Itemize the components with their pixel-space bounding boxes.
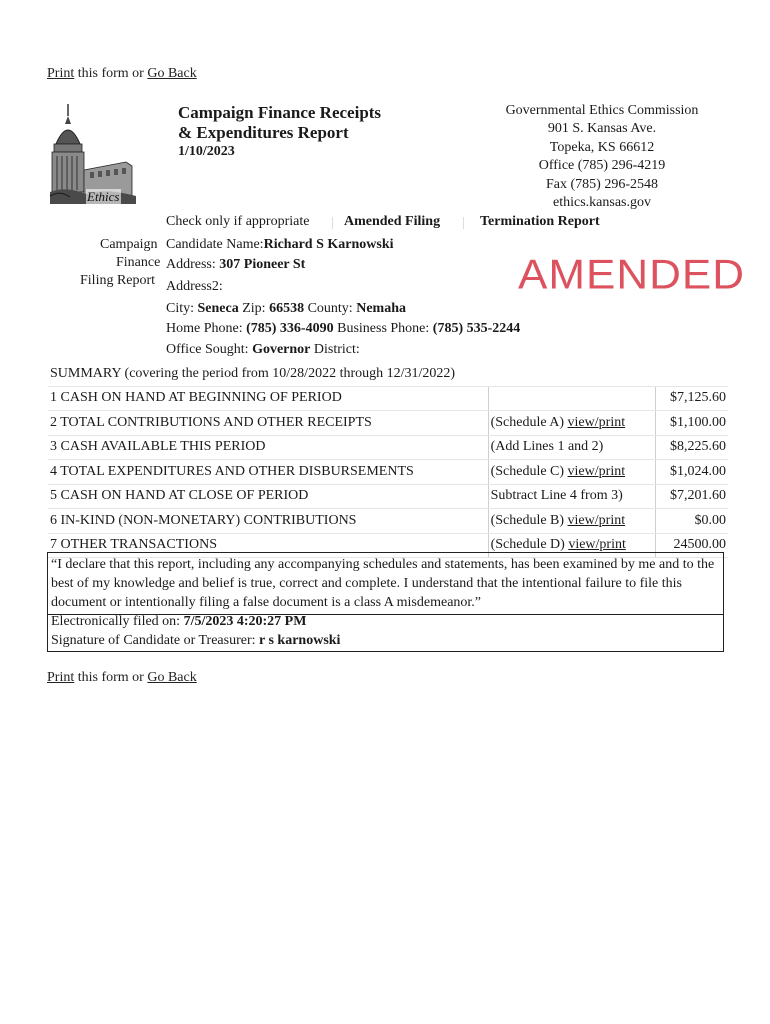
go-back-link[interactable]: Go Back [147,66,197,81]
summary-row-note [488,509,656,534]
business-phone-label: Business Phone: [337,321,430,336]
home-phone-label: Home Phone: [166,321,243,336]
agency-street: 901 S. Kansas Ave. [547,121,657,137]
top-nav [47,66,197,82]
print-link[interactable]: Print [47,66,75,81]
agency-office-phone: Office (785) 296-4219 [538,158,666,174]
schedule-label: (Schedule D) [490,537,565,553]
agency-name: Governmental Ethics Commission [505,103,699,118]
print-link[interactable]: Print [47,670,75,685]
bottom-nav [47,670,197,686]
summary-row-note: Subtract Line 4 from 3) [488,484,656,509]
summary-row-amount: $8,225.60 [656,435,728,460]
summary-row-label: 5 CASH ON HAND AT CLOSE OF PERIOD [48,484,488,509]
summary-row-note [488,460,656,485]
summary-row-label: 4 TOTAL EXPENDITURES AND OTHER DISBURSEMENTS [48,460,488,485]
report-subtitle: & Expenditures Report [178,123,349,142]
ethics-logo [46,100,140,210]
district-label: District: [313,342,360,357]
view-print-link[interactable]: view/print [567,512,626,528]
side-label-filing-report: Filing Report [80,273,156,288]
summary-row [48,484,728,509]
signature-row [51,632,720,651]
declaration-box: “I declare that this report, including any accompanying schedules and statements, has been examined by me and to the best of my knowledge and belief is true, correct and complete. I understand that the intentional failure to file this document or intentionally filing a false document is a class A misdemeanor.” [47,552,724,615]
agency-fax: Fax (785) 296-2548 [546,176,658,192]
amended-filing-label: Amended Filing [344,214,441,229]
city-label: City: [166,301,195,316]
candidate-name-row [166,237,394,253]
business-phone-value: (785) 535-2244 [432,321,521,336]
go-back-link[interactable]: Go Back [147,670,197,685]
summary-row-note [488,411,656,436]
summary-row-amount: $1,024.00 [656,460,728,485]
filed-value: 7/5/2023 4:20:27 PM [183,614,307,629]
filed-row [51,613,720,632]
summary-row [48,509,728,534]
county-label: County: [307,301,353,316]
address-label: Address: [166,257,216,272]
report-date: 1/10/2023 [178,144,235,159]
summary-row-amount: 24500.00 [656,533,728,558]
schedule-label: (Schedule A) [490,414,565,430]
view-print-link[interactable]: view/print [567,414,626,430]
summary-row-note [488,386,656,411]
summary-row [48,435,728,460]
summary-row-label: 2 TOTAL CONTRIBUTIONS AND OTHER RECEIPTS [48,411,488,436]
termination-report-label: Termination Report [480,214,600,229]
summary-row-amount: $1,100.00 [656,411,728,436]
office-row [166,342,360,358]
summary-table [48,362,728,558]
home-phone-value: (785) 336-4090 [246,321,334,336]
amended-stamp: AMENDED [518,251,746,298]
agency-city: Topeka, KS 66612 [549,139,655,155]
signature-value: r s karnowski [259,632,341,648]
check-label: Check only if appropriate [166,214,310,229]
address-row [166,257,305,273]
summary-row-amount: $7,125.60 [656,386,728,411]
agency-block [462,102,742,212]
filed-label: Electronically filed on: [51,614,181,629]
phone-row [166,321,520,337]
summary-row-label: 3 CASH AVAILABLE THIS PERIOD [48,435,488,460]
report-title: Campaign Finance Receipts [178,103,382,122]
signature-label: Signature of Candidate or Treasurer: [51,632,256,648]
agency-website: ethics.kansas.gov [553,195,651,211]
logo-caption: Ethics [87,189,120,204]
summary-row [48,411,728,436]
zip-label: Zip: [242,301,266,316]
side-label-finance: Finance [116,255,161,270]
zip-value: 66538 [269,301,305,316]
candidate-name-label: Candidate Name: [166,237,264,252]
summary-row-amount: $0.00 [656,509,728,534]
summary-row-label: 6 IN-KIND (NON-MONETARY) CONTRIBUTIONS [48,509,488,534]
address2-label: Address2: [166,279,223,294]
nav-text: this form or [77,66,144,81]
city-row [166,301,406,317]
amended-checkbox[interactable] [332,217,340,229]
schedule-label: (Schedule C) [490,463,565,479]
county-value: Nemaha [356,301,406,316]
summary-header-row [48,362,728,386]
side-label-campaign: Campaign [100,237,158,252]
view-print-link[interactable]: view/print [568,537,626,553]
summary-row [48,386,728,411]
summary-row-amount: $7,201.60 [656,484,728,509]
candidate-name: Richard S Karnowski [263,237,394,252]
office-sought-label: Office Sought: [166,342,249,357]
schedule-label: (Schedule B) [490,512,565,528]
summary-row [48,460,728,485]
summary-row-note: (Add Lines 1 and 2) [488,435,656,460]
city-value: Seneca [197,301,239,316]
nav-text: this form or [77,670,144,685]
address-value: 307 Pioneer St [219,257,306,272]
summary-row-label: 7 OTHER TRANSACTIONS [48,533,488,558]
office-sought-value: Governor [252,342,311,357]
summary-row-label: 1 CASH ON HAND AT BEGINNING OF PERIOD [48,386,488,411]
termination-checkbox[interactable] [463,217,471,229]
summary-header: SUMMARY (covering the period from 10/28/2022 through 12/31/2022) [48,362,728,386]
view-print-link[interactable]: view/print [567,463,626,479]
signature-box [47,612,724,652]
